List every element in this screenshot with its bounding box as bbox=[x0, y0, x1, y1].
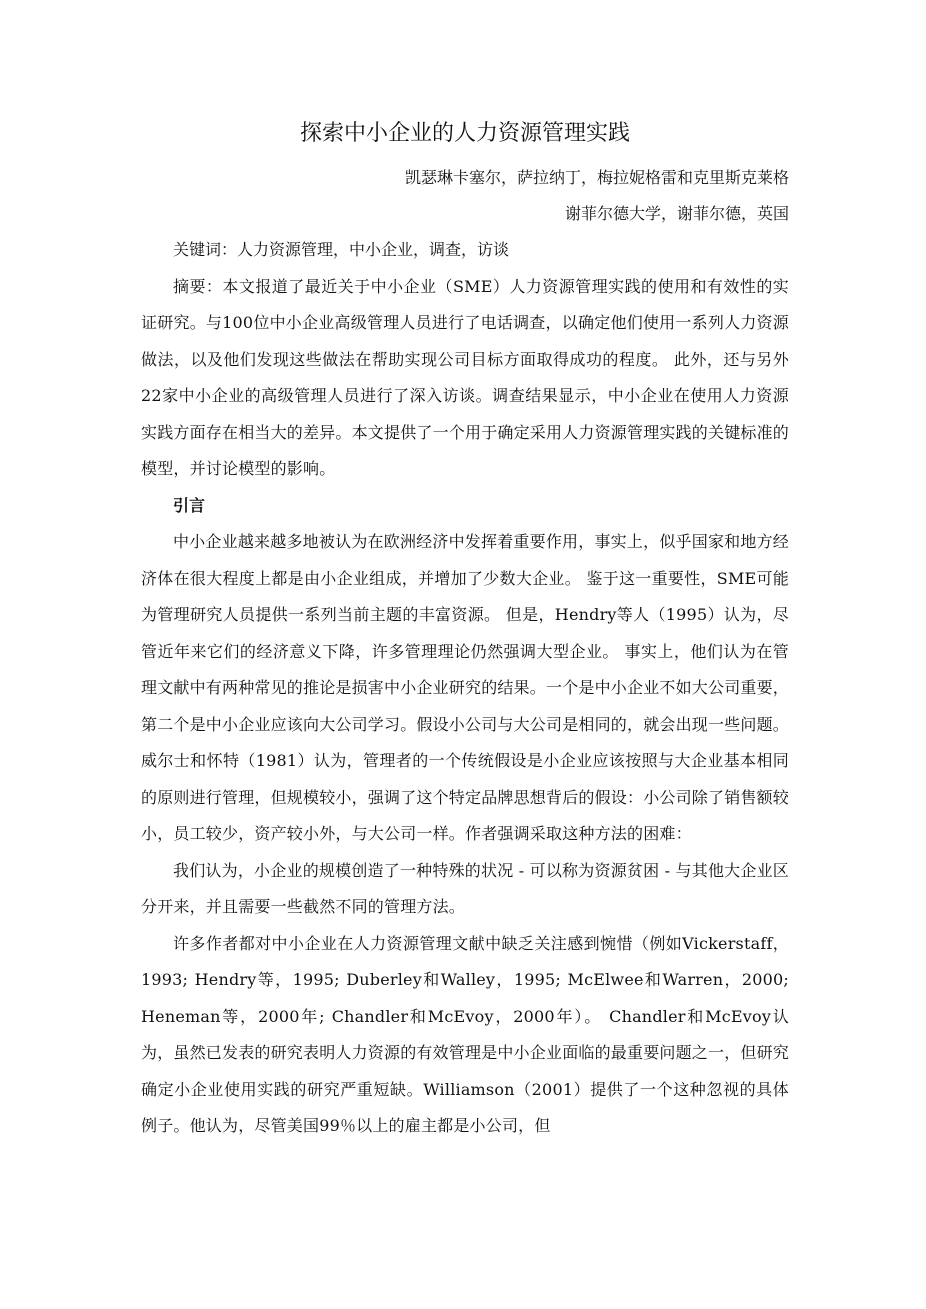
body-paragraph-3: 许多作者都对中小企业在人力资源管理文献中缺乏关注感到惋惜（例如Vickerstaff，1993; Hendry等，1995; Duberley和Walley，1995; McElwee和Warren，2000; Heneman等，2000年; Chandler和McEvoy，2000年）。 Chandler和McEvoy认为，虽然已发表的研究表明人力资源的有效管理是中小企业面临的最重要问题之一，但研究确定小企业使用实践的研究严重短缺。Williamson（2001）提供了一个这种忽视的具体例子。他认为，尽管美国99％以上的雇主都是小公司，但 bbox=[141, 933, 790, 1135]
author-list: 凯瑟琳卡塞尔，萨拉纳丁，梅拉妮格雷和克里斯克莱格 bbox=[404, 168, 789, 187]
document-title: 探索中小企业的人力资源管理实践 bbox=[299, 121, 630, 146]
section-heading: 引言 bbox=[173, 495, 206, 515]
affiliation: 谢菲尔德大学，谢菲尔德，英国 bbox=[564, 204, 789, 223]
document-page bbox=[141, 112, 789, 1145]
abstract: 摘要：本文报道了最近关于中小企业（SME）人力资源管理实践的使用和有效性的实证研究。与100位中小企业高级管理人员进行了电话调查，以确定他们使用一系列人力资源做法，以及他们发现这些做法在帮助实现公司目标方面取得成功的程度。 此外，还与另外22家中小企业的高级管理人员进行了深入访谈。调查结果显示，中小企业在使用人力资源实践方面存在相当大的差异。本文提供了一个用于确定采用人力资源管理实践的关键标准的模型，并讨论模型的影响。 bbox=[141, 276, 790, 478]
keywords: 关键词：人力资源管理，中小企业，调查，访谈 bbox=[173, 240, 510, 259]
body-paragraph-2: 我们认为，小企业的规模创造了一种特殊的状况 - 可以称为资源贫困 - 与其他大企业区分开来，并且需要一些截然不同的管理方法。 bbox=[141, 860, 789, 916]
body-paragraph-1: 中小企业越来越多地被认为在欧洲经济中发挥着重要作用，事实上，似乎国家和地方经济体在很大程度上都是由小企业组成，并增加了少数大企业。 鉴于这一重要性，SME可能为管理研究人员提供一系列当前主题的丰富资源。 但是，Hendry等人（1995）认为，尽管近年来它们的经济意义下降，许多管理理论仍然强调大型企业。 事实上，他们认为在管理文献中有两种常见的推论是损害中小企业研究的结果。一个是中小企业不如大公司重要，第二个是中小企业应该向大公司学习。假设小公司与大公司是相同的，就会出现一些问题。威尔士和怀特（1981）认为，管理者的一个传统假设是小企业应该按照与大企业基本相同的原则进行管理，但规模较小，强调了这个特定品牌思想背后的假设：小公司除了销售额较小，员工较少，资产较小外，与大公司一样。作者强调采取这种方法的困难： bbox=[141, 532, 790, 843]
